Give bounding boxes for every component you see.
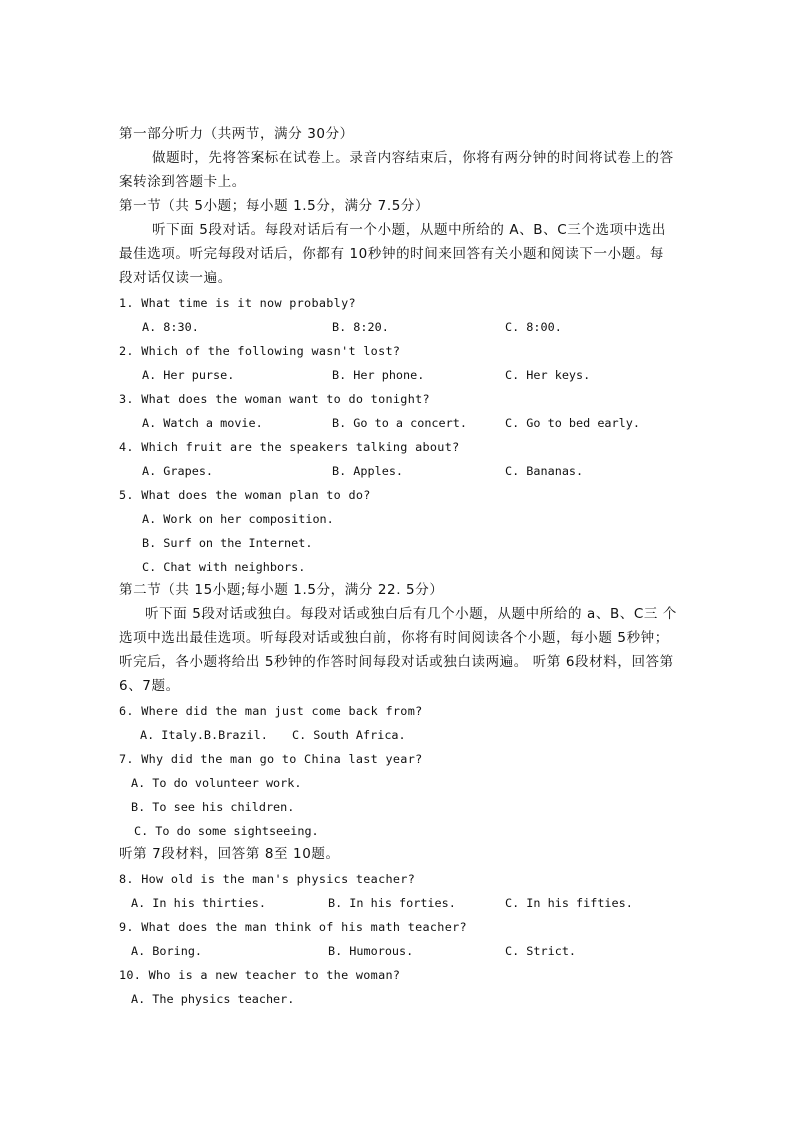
material-7-instruction: 听第 7段材料，回答第 8至 10题。 <box>119 846 340 862</box>
q1-option-a: A. 8:30. <box>142 320 199 334</box>
q4-option-a: A. Grapes. <box>142 464 214 478</box>
question-3: 3. What does the woman want to do tonight? <box>119 392 430 406</box>
question-1: 1. What time is it now probably? <box>119 296 356 310</box>
q2-option-c: C. Her keys. <box>505 368 591 382</box>
q9-option-c: C. Strict. <box>505 944 577 958</box>
q2-option-a: A. Her purse. <box>142 368 235 382</box>
part-one-instruction-cont: 案转涂到答题卡上。 <box>119 174 246 190</box>
q5-option-a: A. Work on her composition. <box>142 512 334 526</box>
q10-option-a: A. The physics teacher. <box>131 992 295 1006</box>
section-two-title: 第二节（共 15小题;每小题 1.5分，满分 22. 5分） <box>119 582 444 598</box>
q3-option-c: C. Go to bed early. <box>505 416 640 430</box>
section-two-instruction: 听下面 5段对话或独白。每段对话或独白后有几个小题，从题中所给的 a、B、C三 个 <box>145 606 678 622</box>
question-2: 2. Which of the following wasn't lost? <box>119 344 401 358</box>
q9-option-b: B. Humorous. <box>328 944 414 958</box>
q9-option-a: A. Boring. <box>131 944 203 958</box>
q8-option-c: C. In his fifties. <box>505 896 633 910</box>
q7-option-b: B. To see his children. <box>131 800 295 814</box>
q5-option-b: B. Surf on the Internet. <box>142 536 313 550</box>
section-one-title: 第一节（共 5小题；每小题 1.5分，满分 7.5分） <box>119 198 430 214</box>
q7-option-c: C. To do some sightseeing. <box>134 824 319 838</box>
q6-option-c: C. South Africa. <box>292 728 406 742</box>
q4-option-c: C. Bananas. <box>505 464 584 478</box>
section-two-instruction-2: 选项中选出最佳选项。听每段对话或独白前，你将有时间阅读各个小题，每小题 5秒钟； <box>119 630 669 646</box>
q5-option-c: C. Chat with neighbors. <box>142 560 306 574</box>
part-one-title: 第一部分听力（共两节，满分 30分） <box>119 126 354 142</box>
question-7: 7. Why did the man go to China last year? <box>119 752 423 766</box>
question-8: 8. How old is the man's physics teacher? <box>119 872 416 886</box>
q3-option-a: A. Watch a movie. <box>142 416 263 430</box>
question-4: 4. Which fruit are the speakers talking about? <box>119 440 460 454</box>
q7-option-a: A. To do volunteer work. <box>131 776 302 790</box>
question-10: 10. Who is a new teacher to the woman? <box>119 968 401 982</box>
q3-option-b: B. Go to a concert. <box>332 416 467 430</box>
section-one-instruction-end: 段对话仅读一遍。 <box>119 270 232 286</box>
q8-option-b: B. In his forties. <box>328 896 456 910</box>
question-5: 5. What does the woman plan to do? <box>119 488 371 502</box>
section-one-instruction-cont: 最佳选项。听完每段对话后，你都有 10秒钟的时间来回答有关小题和阅读下一小题。每 <box>119 246 664 262</box>
q8-option-a: A. In his thirties. <box>131 896 266 910</box>
part-one-instruction: 做题时，先将答案标在试卷上。录音内容结束后，你将有两分钟的时间将试卷上的答 <box>152 150 674 166</box>
q1-option-b: B. 8:20. <box>332 320 389 334</box>
q2-option-b: B. Her phone. <box>332 368 425 382</box>
q1-option-c: C. 8:00. <box>505 320 562 334</box>
q4-option-b: B. Apples. <box>332 464 404 478</box>
section-one-instruction: 听下面 5段对话。每段对话后有一个小题，从题中所给的 A、B、C三个选项中选出 <box>152 222 666 238</box>
question-6: 6. Where did the man just come back from? <box>119 704 423 718</box>
question-9: 9. What does the man think of his math teacher? <box>119 920 467 934</box>
section-two-instruction-3: 听完后，各小题将给出 5秒钟的作答时间每段对话或独白读两遍。 听第 6段材料，回答第 <box>119 654 674 670</box>
section-two-instruction-4: 6、7题。 <box>119 678 180 694</box>
q6-option-ab: A. Italy.B.Brazil. <box>140 728 268 742</box>
